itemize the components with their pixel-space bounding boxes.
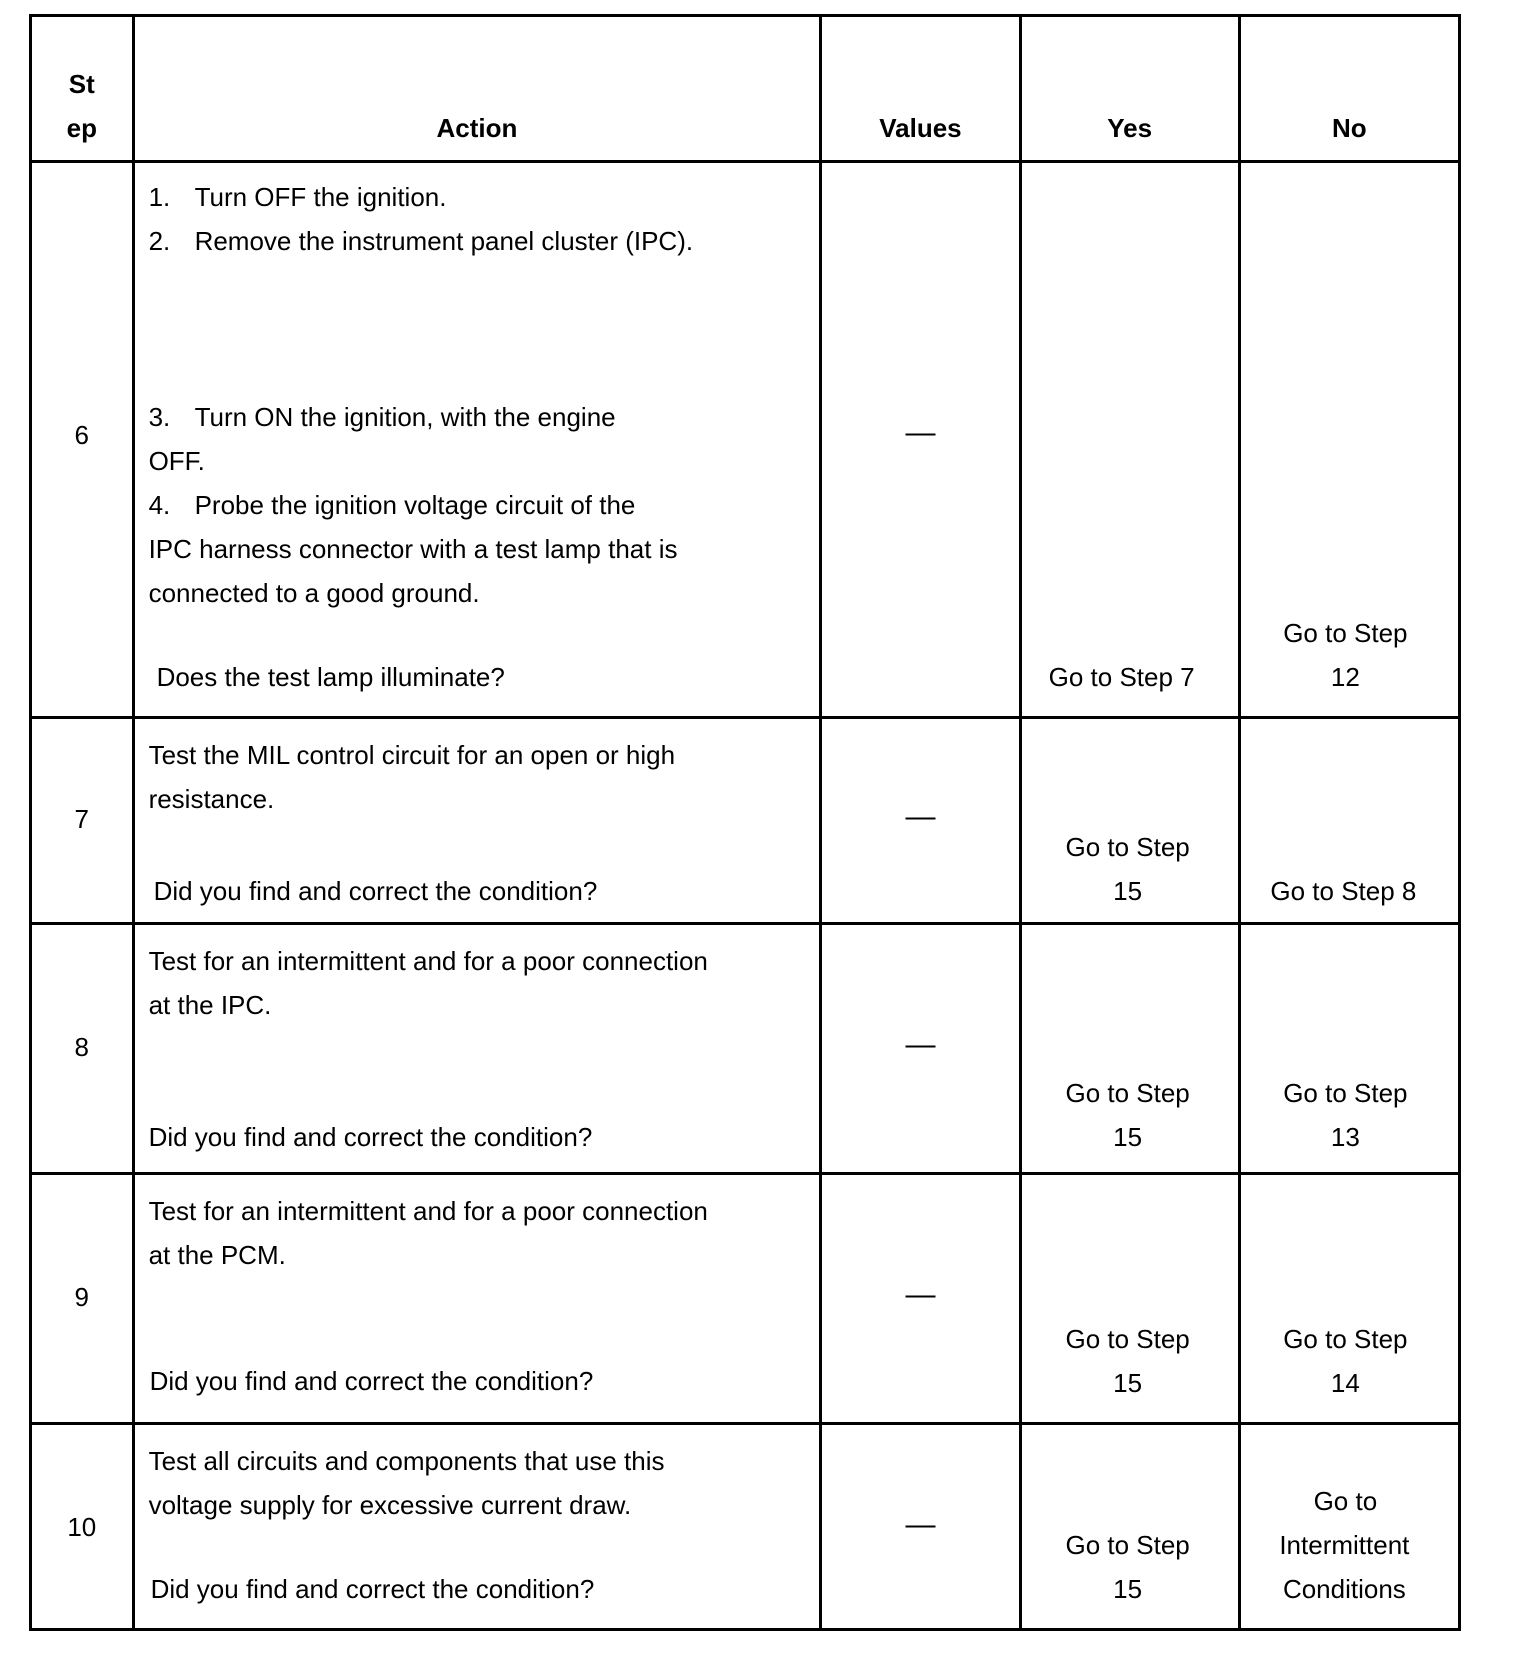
yes-answer-line: Go to Step — [1065, 832, 1190, 862]
action-text-line: Test for an intermittent and for a poor connection — [148, 946, 708, 976]
action-list-continuation: OFF. — [148, 446, 205, 476]
action-question: Does the test lamp illuminate? — [156, 662, 505, 692]
action-cell — [133, 1424, 821, 1630]
action-question: Did you find and correct the condition? — [148, 1122, 593, 1152]
value-dash: — — [905, 1508, 936, 1541]
action-list-text: Turn ON the ignition, with the engine — [194, 402, 616, 432]
action-text-line: Test all circuits and components that use this — [148, 1446, 665, 1476]
values-cell — [821, 924, 1020, 1174]
action-question: Did you find and correct the condition? — [150, 1574, 595, 1604]
yes-cell — [1020, 162, 1239, 718]
yes-answer: Go to Step 7 — [1048, 662, 1195, 692]
no-cell — [1239, 1174, 1459, 1424]
action-list-item — [149, 395, 616, 439]
yes-answer-line: 15 — [1113, 1368, 1143, 1398]
yes-answer-line: 15 — [1113, 1122, 1143, 1152]
action-list-number: 2. — [148, 226, 171, 256]
values-cell — [821, 1174, 1020, 1424]
step-cell — [31, 924, 134, 1174]
table-row — [31, 924, 1460, 1174]
action-list-continuation: IPC harness connector with a test lamp that is — [148, 534, 678, 564]
no-answer-line: Go to Step — [1283, 1324, 1408, 1354]
yes-cell — [1020, 1424, 1239, 1630]
diagnostic-table — [29, 14, 1461, 1631]
header-step — [31, 16, 134, 162]
action-list-continuation: connected to a good ground. — [148, 578, 480, 608]
yes-answer-line: Go to Step — [1065, 1324, 1190, 1354]
yes-answer-line: 15 — [1113, 1574, 1143, 1604]
header-row — [31, 16, 1460, 162]
yes-answer-line: 15 — [1113, 876, 1143, 906]
no-cell — [1239, 162, 1459, 718]
action-list-item — [149, 483, 636, 527]
action-text-line: voltage supply for excessive current draw. — [148, 1490, 632, 1520]
no-answer-line: 14 — [1330, 1368, 1360, 1398]
yes-cell — [1020, 718, 1239, 924]
table-row — [31, 1424, 1460, 1630]
value-dash: — — [905, 800, 936, 833]
no-answer-line: Conditions — [1282, 1574, 1406, 1604]
step-number: 7 — [74, 804, 90, 834]
step-number: 9 — [74, 1282, 90, 1312]
action-list-text: Probe the ignition voltage circuit of the — [194, 490, 636, 520]
no-answer-line: 12 — [1330, 662, 1360, 692]
values-cell — [821, 1424, 1020, 1630]
action-cell — [133, 162, 821, 718]
header-action: Action — [133, 16, 821, 162]
action-text-line: at the IPC. — [148, 990, 272, 1020]
step-cell — [31, 718, 134, 924]
action-cell — [133, 924, 821, 1174]
step-number: 10 — [67, 1512, 97, 1542]
step-number: 6 — [74, 420, 90, 450]
yes-answer-line: Go to Step — [1065, 1530, 1190, 1560]
action-cell — [133, 1174, 821, 1424]
header-step-line-2: ep — [66, 113, 97, 143]
table-row — [31, 162, 1460, 718]
step-cell — [31, 1424, 134, 1630]
header-step-line-1: St — [68, 69, 95, 99]
no-cell — [1239, 1424, 1459, 1630]
table-row — [31, 1174, 1460, 1424]
action-list-text: Turn OFF the ignition. — [194, 182, 447, 212]
no-answer-line: Go to Step — [1283, 618, 1408, 648]
no-answer-line: Go to — [1313, 1486, 1378, 1516]
action-cell — [133, 718, 821, 924]
no-answer-line: Go to Step — [1283, 1078, 1408, 1108]
step-cell — [31, 1174, 134, 1424]
action-list-item — [149, 219, 694, 263]
yes-answer-line: Go to Step — [1065, 1078, 1190, 1108]
step-cell — [31, 162, 134, 718]
yes-cell — [1020, 1174, 1239, 1424]
action-question: Did you find and correct the condition? — [153, 876, 598, 906]
values-cell — [821, 718, 1020, 924]
table-row — [31, 718, 1460, 924]
yes-cell — [1020, 924, 1239, 1174]
no-answer-line: Intermittent — [1279, 1530, 1410, 1560]
header-no: No — [1239, 16, 1459, 162]
header-yes: Yes — [1020, 16, 1239, 162]
value-dash: — — [905, 1028, 936, 1061]
action-list-number: 3. — [148, 402, 171, 432]
action-text-line: resistance. — [148, 784, 275, 814]
value-dash: — — [905, 416, 936, 449]
no-cell — [1239, 718, 1459, 924]
action-list-number: 1. — [148, 182, 171, 212]
action-list-item — [149, 175, 447, 219]
action-text-line: at the PCM. — [148, 1240, 286, 1270]
action-list-text: Remove the instrument panel cluster (IPC). — [194, 226, 694, 256]
no-answer-line: 13 — [1330, 1122, 1360, 1152]
action-text-line: Test for an intermittent and for a poor connection — [148, 1196, 708, 1226]
action-text-line: Test the MIL control circuit for an open or high — [148, 740, 676, 770]
action-list-number: 4. — [148, 490, 171, 520]
no-cell — [1239, 924, 1459, 1174]
header-values: Values — [821, 16, 1020, 162]
no-answer: Go to Step 8 — [1270, 876, 1417, 906]
values-cell — [821, 162, 1020, 718]
value-dash: — — [905, 1278, 936, 1311]
step-number: 8 — [74, 1032, 90, 1062]
action-question: Did you find and correct the condition? — [149, 1366, 594, 1396]
